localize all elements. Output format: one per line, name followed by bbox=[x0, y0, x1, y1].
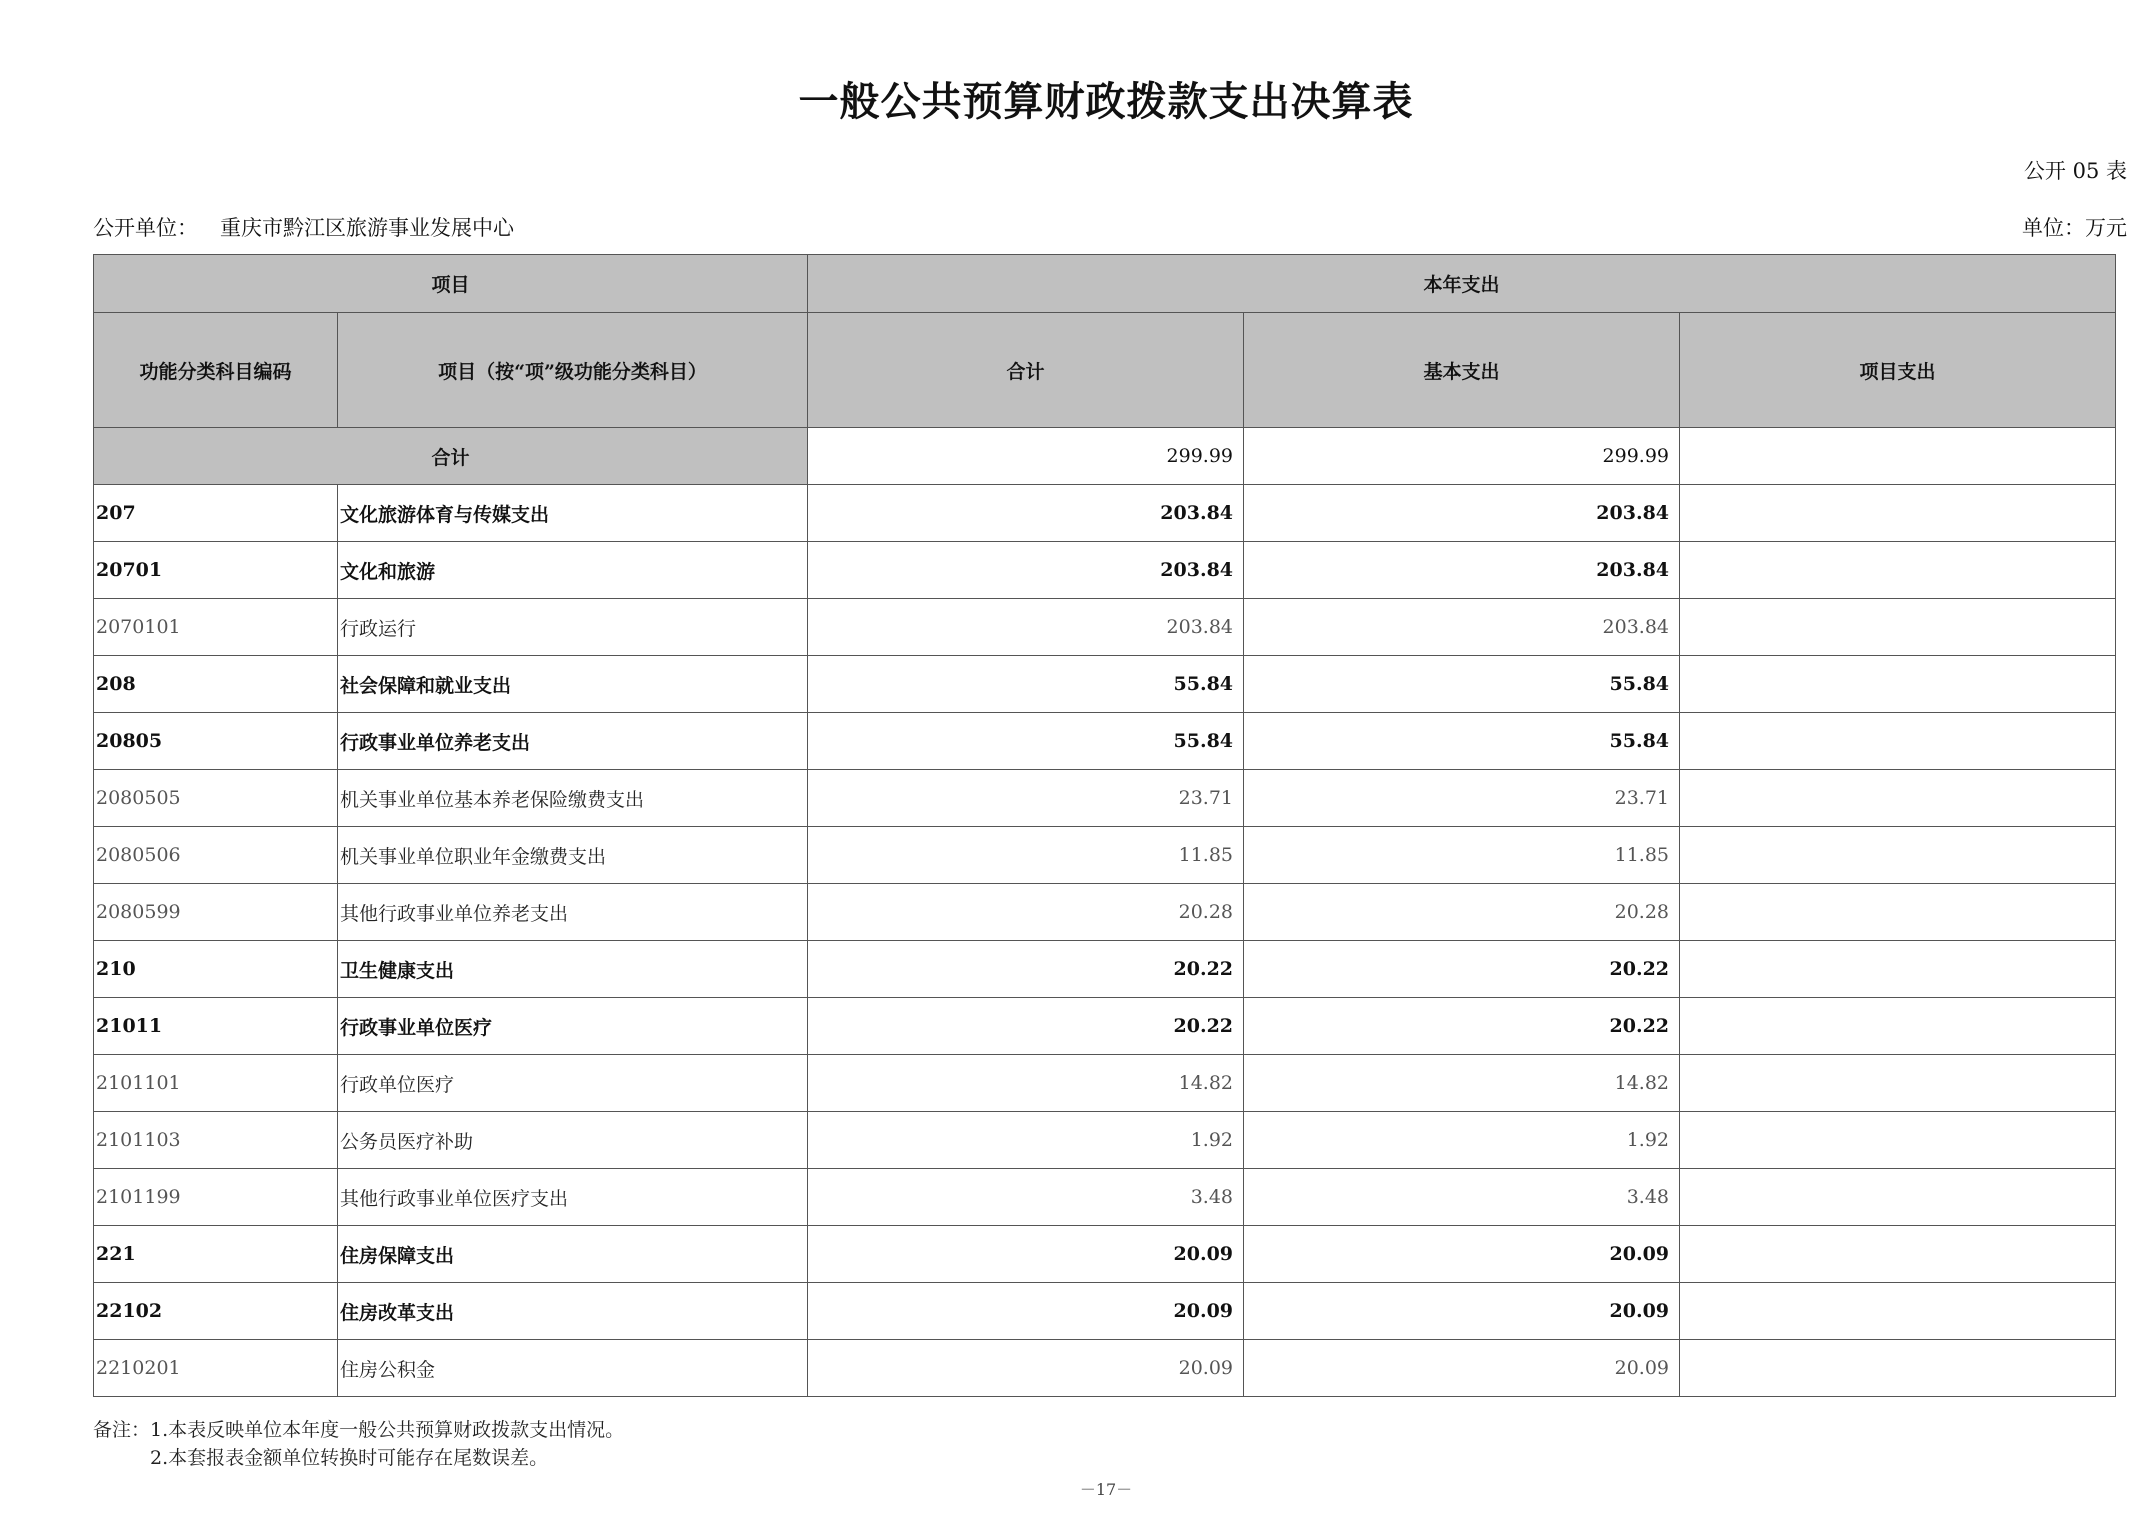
row-code: 22102 bbox=[94, 1283, 338, 1340]
row-basic: 203.84 bbox=[1244, 599, 1680, 656]
row-project bbox=[1680, 998, 2116, 1055]
row-name: 机关事业单位基本养老保险缴费支出 bbox=[338, 770, 808, 827]
row-basic: 11.85 bbox=[1244, 827, 1680, 884]
row-basic: 14.82 bbox=[1244, 1055, 1680, 1112]
header-name: 项目（按“项”级功能分类科目） bbox=[338, 313, 808, 428]
form-number: 公开 05 表 bbox=[2023, 159, 2127, 183]
row-project bbox=[1680, 542, 2116, 599]
row-name: 其他行政事业单位医疗支出 bbox=[338, 1169, 808, 1226]
row-project bbox=[1680, 1055, 2116, 1112]
row-total: 20.22 bbox=[808, 941, 1244, 998]
row-code: 21011 bbox=[94, 998, 338, 1055]
row-total: 20.09 bbox=[808, 1340, 1244, 1397]
row-basic: 23.71 bbox=[1244, 770, 1680, 827]
note-2: 2.本套报表金额单位转换时可能存在尾数误差。 bbox=[150, 1447, 549, 1469]
table-body bbox=[94, 428, 2116, 1397]
table-row bbox=[94, 998, 2116, 1055]
row-code: 2080506 bbox=[94, 827, 338, 884]
table-row bbox=[94, 1055, 2116, 1112]
header-project-expense: 项目支出 bbox=[1680, 313, 2116, 428]
row-code: 2080505 bbox=[94, 770, 338, 827]
page-number: －17－ bbox=[1079, 1480, 1133, 1499]
table-row bbox=[94, 770, 2116, 827]
row-basic: 20.09 bbox=[1244, 1283, 1680, 1340]
row-total: 20.22 bbox=[808, 998, 1244, 1055]
row-name: 其他行政事业单位养老支出 bbox=[338, 884, 808, 941]
table-row bbox=[94, 941, 2116, 998]
table-row bbox=[94, 656, 2116, 713]
table-row bbox=[94, 713, 2116, 770]
row-total: 55.84 bbox=[808, 713, 1244, 770]
row-total: 1.92 bbox=[808, 1112, 1244, 1169]
table-row bbox=[94, 827, 2116, 884]
row-basic: 20.09 bbox=[1244, 1340, 1680, 1397]
expenditure-table bbox=[93, 254, 2116, 1397]
row-basic: 203.84 bbox=[1244, 485, 1680, 542]
row-name: 行政单位医疗 bbox=[338, 1055, 808, 1112]
row-name: 社会保障和就业支出 bbox=[338, 656, 808, 713]
row-code: 208 bbox=[94, 656, 338, 713]
table-row bbox=[94, 1169, 2116, 1226]
row-code: 210 bbox=[94, 941, 338, 998]
row-code: 2070101 bbox=[94, 599, 338, 656]
org-name: 重庆市黔江区旅游事业发展中心 bbox=[220, 216, 514, 240]
row-total: 55.84 bbox=[808, 656, 1244, 713]
row-project bbox=[1680, 770, 2116, 827]
row-project bbox=[1680, 656, 2116, 713]
table-row bbox=[94, 485, 2116, 542]
row-total: 203.84 bbox=[808, 485, 1244, 542]
header-project: 项目 bbox=[94, 255, 808, 313]
row-total: 203.84 bbox=[808, 599, 1244, 656]
row-code: 2101199 bbox=[94, 1169, 338, 1226]
note-1: 备注：1.本表反映单位本年度一般公共预算财政拨款支出情况。 bbox=[93, 1419, 625, 1441]
row-basic: 20.22 bbox=[1244, 998, 1680, 1055]
notes bbox=[93, 1416, 624, 1472]
row-name: 住房公积金 bbox=[338, 1340, 808, 1397]
header-total: 合计 bbox=[808, 313, 1244, 428]
total-label: 合计 bbox=[94, 428, 808, 485]
row-basic: 20.28 bbox=[1244, 884, 1680, 941]
row-basic: 55.84 bbox=[1244, 713, 1680, 770]
row-code: 20805 bbox=[94, 713, 338, 770]
row-basic: 20.09 bbox=[1244, 1226, 1680, 1283]
page-title: 一般公共预算财政拨款支出决算表 bbox=[798, 78, 1414, 125]
row-project bbox=[1680, 713, 2116, 770]
row-project bbox=[1680, 1226, 2116, 1283]
row-total: 23.71 bbox=[808, 770, 1244, 827]
row-total: 20.09 bbox=[808, 1283, 1244, 1340]
org-label: 公开单位： bbox=[93, 216, 198, 240]
table-row bbox=[94, 1112, 2116, 1169]
row-project bbox=[1680, 485, 2116, 542]
table-row bbox=[94, 542, 2116, 599]
table-row bbox=[94, 884, 2116, 941]
header-basic: 基本支出 bbox=[1244, 313, 1680, 428]
table-row bbox=[94, 1283, 2116, 1340]
total-basic: 299.99 bbox=[1244, 428, 1680, 485]
row-project bbox=[1680, 1283, 2116, 1340]
table-row bbox=[94, 1340, 2116, 1397]
row-code: 20701 bbox=[94, 542, 338, 599]
row-code: 207 bbox=[94, 485, 338, 542]
row-total: 3.48 bbox=[808, 1169, 1244, 1226]
row-total: 20.09 bbox=[808, 1226, 1244, 1283]
row-code: 2210201 bbox=[94, 1340, 338, 1397]
row-name: 卫生健康支出 bbox=[338, 941, 808, 998]
money-unit: 单位：万元 bbox=[2022, 216, 2127, 240]
row-code: 2101101 bbox=[94, 1055, 338, 1112]
header-current-year: 本年支出 bbox=[808, 255, 2116, 313]
row-name: 文化旅游体育与传媒支出 bbox=[338, 485, 808, 542]
row-total: 14.82 bbox=[808, 1055, 1244, 1112]
row-name: 行政事业单位医疗 bbox=[338, 998, 808, 1055]
row-project bbox=[1680, 1340, 2116, 1397]
row-name: 文化和旅游 bbox=[338, 542, 808, 599]
table-row bbox=[94, 1226, 2116, 1283]
row-code: 2080599 bbox=[94, 884, 338, 941]
row-project bbox=[1680, 1169, 2116, 1226]
row-project bbox=[1680, 1112, 2116, 1169]
row-code: 2101103 bbox=[94, 1112, 338, 1169]
row-project bbox=[1680, 599, 2116, 656]
row-name: 住房改革支出 bbox=[338, 1283, 808, 1340]
row-basic: 1.92 bbox=[1244, 1112, 1680, 1169]
row-total: 20.28 bbox=[808, 884, 1244, 941]
table-row bbox=[94, 599, 2116, 656]
row-name: 机关事业单位职业年金缴费支出 bbox=[338, 827, 808, 884]
total-row bbox=[94, 428, 2116, 485]
total-project bbox=[1680, 428, 2116, 485]
header-code: 功能分类科目编码 bbox=[94, 313, 338, 428]
row-basic: 20.22 bbox=[1244, 941, 1680, 998]
row-basic: 55.84 bbox=[1244, 656, 1680, 713]
org-line bbox=[93, 212, 514, 242]
row-basic: 203.84 bbox=[1244, 542, 1680, 599]
row-name: 行政事业单位养老支出 bbox=[338, 713, 808, 770]
row-name: 住房保障支出 bbox=[338, 1226, 808, 1283]
row-code: 221 bbox=[94, 1226, 338, 1283]
row-total: 11.85 bbox=[808, 827, 1244, 884]
row-name: 公务员医疗补助 bbox=[338, 1112, 808, 1169]
row-name: 行政运行 bbox=[338, 599, 808, 656]
total-amount: 299.99 bbox=[808, 428, 1244, 485]
row-total: 203.84 bbox=[808, 542, 1244, 599]
row-basic: 3.48 bbox=[1244, 1169, 1680, 1226]
row-project bbox=[1680, 941, 2116, 998]
row-project bbox=[1680, 884, 2116, 941]
row-project bbox=[1680, 827, 2116, 884]
